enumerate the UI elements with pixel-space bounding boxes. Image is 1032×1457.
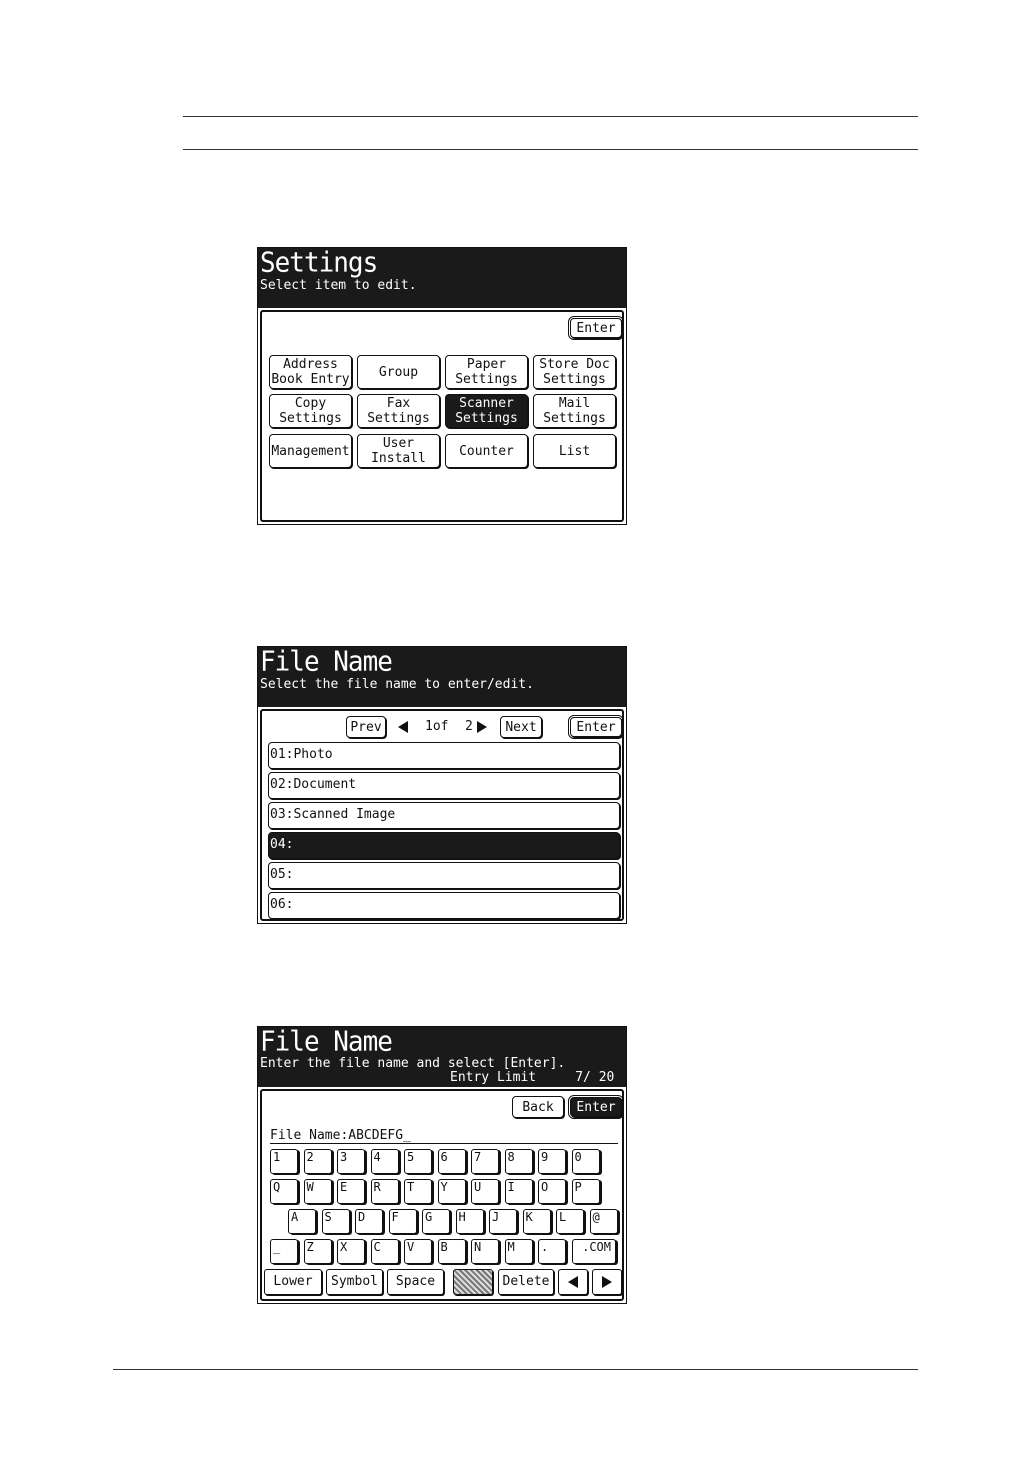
key-1[interactable]: 1 [270,1149,298,1174]
settings-button-mail-settings[interactable]: Mail Settings [533,394,616,428]
key-4[interactable]: 4 [371,1149,399,1174]
next-arrow-icon[interactable] [477,721,487,733]
enter-button[interactable]: Enter [570,717,622,737]
settings-button-paper-settings[interactable]: Paper Settings [445,355,528,389]
key-e[interactable]: E [337,1179,365,1204]
prev-button[interactable]: Prev [346,716,386,738]
key-m[interactable]: M [505,1239,533,1264]
key-w[interactable]: W [304,1179,332,1204]
settings-button-user-install[interactable]: User Install [357,434,440,468]
file-name-entry-header [258,1027,626,1087]
settings-button-list[interactable]: List [533,434,616,468]
page-total: 2 [465,719,473,734]
key-2[interactable]: 2 [304,1149,332,1174]
settings-button-copy-settings[interactable]: Copy Settings [269,394,352,428]
prev-arrow-icon[interactable] [398,721,408,733]
header-rule-bottom [183,149,918,150]
key-0[interactable]: 0 [572,1149,600,1174]
next-button[interactable]: Next [500,716,542,738]
right-arrow-icon [602,1276,612,1288]
file-name-row[interactable]: 05: [268,862,620,889]
file-name-row[interactable]: 02:Document [268,772,620,799]
key-b[interactable]: B [438,1239,466,1264]
key-c[interactable]: C [371,1239,399,1264]
page-current: 1of [425,719,449,734]
left-arrow-icon [568,1276,578,1288]
settings-button-fax-settings[interactable]: Fax Settings [357,394,440,428]
settings-header [258,248,626,308]
file-name-entry-subtitle: Enter the file name and select [Enter]. [260,1056,566,1071]
file-name-list-header [258,647,626,707]
key-8[interactable]: 8 [505,1149,533,1174]
key-i[interactable]: I [505,1179,533,1204]
key-x[interactable]: X [337,1239,365,1264]
key-space[interactable]: Space [387,1269,444,1295]
key-f[interactable]: F [389,1209,417,1234]
file-name-field-label: File Name:ABCDEFG_ [270,1128,411,1143]
enter-key-button[interactable] [453,1269,493,1295]
settings-button-counter[interactable]: Counter [445,434,528,468]
file-name-row[interactable]: 03:Scanned Image [268,802,620,829]
settings-button-management[interactable]: Management [269,434,352,468]
settings-body [260,310,624,522]
key-u[interactable]: U [471,1179,499,1204]
file-name-list-title: File Name [260,646,392,678]
key-at[interactable]: @ [590,1209,618,1234]
key-v[interactable]: V [404,1239,432,1264]
key-o[interactable]: O [538,1179,566,1204]
key-q[interactable]: Q [270,1179,298,1204]
key-symbol[interactable]: Symbol [326,1269,383,1295]
key-k[interactable]: K [523,1209,551,1234]
settings-title: Settings [260,247,378,279]
file-name-row[interactable]: 04: [268,832,620,859]
key-j[interactable]: J [489,1209,517,1234]
key-6[interactable]: 6 [438,1149,466,1174]
file-name-entry-screen [257,1026,627,1304]
key-d[interactable]: D [355,1209,383,1234]
key-lower[interactable]: Lower [264,1269,322,1295]
header-rule-top [183,116,918,117]
key-y[interactable]: Y [438,1179,466,1204]
settings-subtitle: Select item to edit. [260,278,417,293]
file-name-entry-title: File Name [260,1026,392,1058]
cursor-right-button[interactable] [592,1269,622,1295]
back-button[interactable]: Back [512,1096,564,1118]
key-r[interactable]: R [371,1179,399,1204]
settings-button-address-book-entry[interactable]: Address Book Entry [269,355,352,389]
key-z[interactable]: Z [304,1239,332,1264]
key-3[interactable]: 3 [337,1149,365,1174]
settings-button-group[interactable]: Group [357,355,440,389]
footer-rule [113,1369,918,1370]
key-dot[interactable]: . [538,1239,566,1264]
key-underscore[interactable]: _ [270,1239,298,1264]
settings-button-scanner-settings[interactable]: Scanner Settings [445,394,528,428]
enter-button[interactable]: Enter [570,318,622,338]
file-name-entry-body [260,1089,624,1301]
file-name-list-subtitle: Select the file name to enter/edit. [260,677,534,692]
file-name-row[interactable]: 06: [268,892,620,919]
enter-button[interactable]: Enter [570,1097,622,1117]
key-9[interactable]: 9 [538,1149,566,1174]
file-name-list-body [260,709,624,921]
file-name-row[interactable]: 01:Photo [268,742,620,769]
settings-button-store-doc-settings[interactable]: Store Doc Settings [533,355,616,389]
key-p[interactable]: P [572,1179,600,1204]
cursor-left-button[interactable] [558,1269,588,1295]
key-n[interactable]: N [471,1239,499,1264]
settings-screen [257,247,627,525]
key-7[interactable]: 7 [471,1149,499,1174]
key-a[interactable]: A [288,1209,316,1234]
key-g[interactable]: G [422,1209,450,1234]
key-5[interactable]: 5 [404,1149,432,1174]
key-t[interactable]: T [404,1179,432,1204]
key-delete[interactable]: Delete [498,1269,554,1295]
key-s[interactable]: S [322,1209,350,1234]
key-h[interactable]: H [456,1209,484,1234]
file-name-list-screen [257,646,627,924]
key-l[interactable]: L [556,1209,584,1234]
key-dot-com[interactable]: .COM [572,1239,616,1264]
entry-limit: Entry Limit 7/ 20 [450,1070,615,1085]
file-name-field[interactable] [270,1124,618,1144]
